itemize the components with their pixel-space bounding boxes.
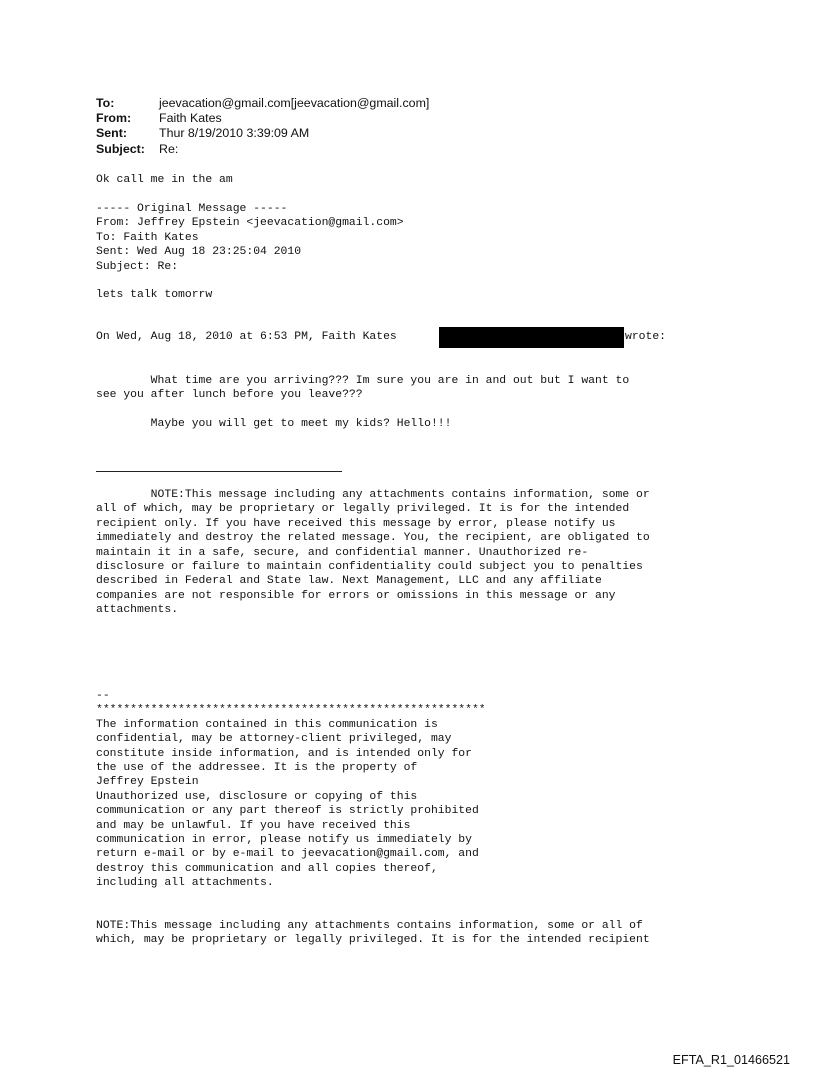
- to-label: To:: [96, 96, 115, 110]
- separator-line: [96, 471, 342, 472]
- on-date-line: On Wed, Aug 18, 2010 at 6:53 PM, Faith Kates: [96, 331, 397, 343]
- original-message-block: ----- Original Message ----- From: Jeffrey Epstein <jeevacation@gmail.com> To: Faith Kates Sent: Wed Aug 18 23:25:04 2010 Subject: Re:: [96, 203, 404, 273]
- sent-value: Thur 8/19/2010 3:39:09 AM: [159, 126, 310, 141]
- subject-label: Subject:: [96, 141, 145, 156]
- subject-row: [96, 142, 429, 157]
- to-row: [96, 96, 429, 111]
- subject-value: Re:: [159, 141, 179, 156]
- email-header: [96, 96, 429, 157]
- confidentiality-note-2: NOTE:This message including any attachments contains information, some or all of which, may be proprietary or legally privileged. It is for the intended recipient: [96, 920, 650, 947]
- redaction-box: [439, 327, 624, 348]
- sent-row: [96, 126, 429, 141]
- sent-label: Sent:: [96, 126, 127, 141]
- to-value: jeevacation@gmail.com[jeevacation@gmail.com]: [159, 96, 430, 110]
- quoted-paragraph-2: Maybe you will get to meet my kids? Hello!!!: [96, 418, 452, 430]
- confidentiality-note-1: NOTE:This message including any attachments contains information, some or all of which, may be proprietary or legally privileged. It is for the intended recipient only. If you have received this message by error, please notify us immediately and destroy the related message. You, the recipient, are obligated to maintain it in a safe, secure, and confidential manner. Unauthorized re- disclosure or failure to maintain confidentiality could subject you to penalties described in Federal and State law. Next Management, LLC and any affiliate companies are not responsible for errors or omissions in this message or any attachments.: [96, 489, 650, 617]
- signature-disclaimer: -- ********************************************************* The information contained in this communication is confidential, may be attorney-client privileged, may constitute inside information, and is intended only for the use of the addressee. It is the property of Jeffrey Epstein Unauthorized use, disclosure or copying of this communication or any part thereof is strictly prohibited and may be unlawful. If you have received this communication in error, please notify us immediately by return e-mail or by e-mail to jeevacation@gmail.com, and destroy this communication and all copies thereof, including all attachments.: [96, 690, 486, 890]
- from-label: From:: [96, 111, 132, 126]
- talk-text: lets talk tomorrw: [96, 289, 213, 301]
- document-id: EFTA_R1_01466521: [672, 1053, 790, 1067]
- reply-text: Ok call me in the am: [96, 174, 233, 186]
- wrote-text: wrote:: [625, 331, 667, 343]
- from-value: Faith Kates: [159, 111, 222, 126]
- quoted-paragraph-1: What time are you arriving??? Im sure you are in and out but I want to see you after lunch before you leave???: [96, 375, 630, 402]
- from-row: [96, 111, 429, 126]
